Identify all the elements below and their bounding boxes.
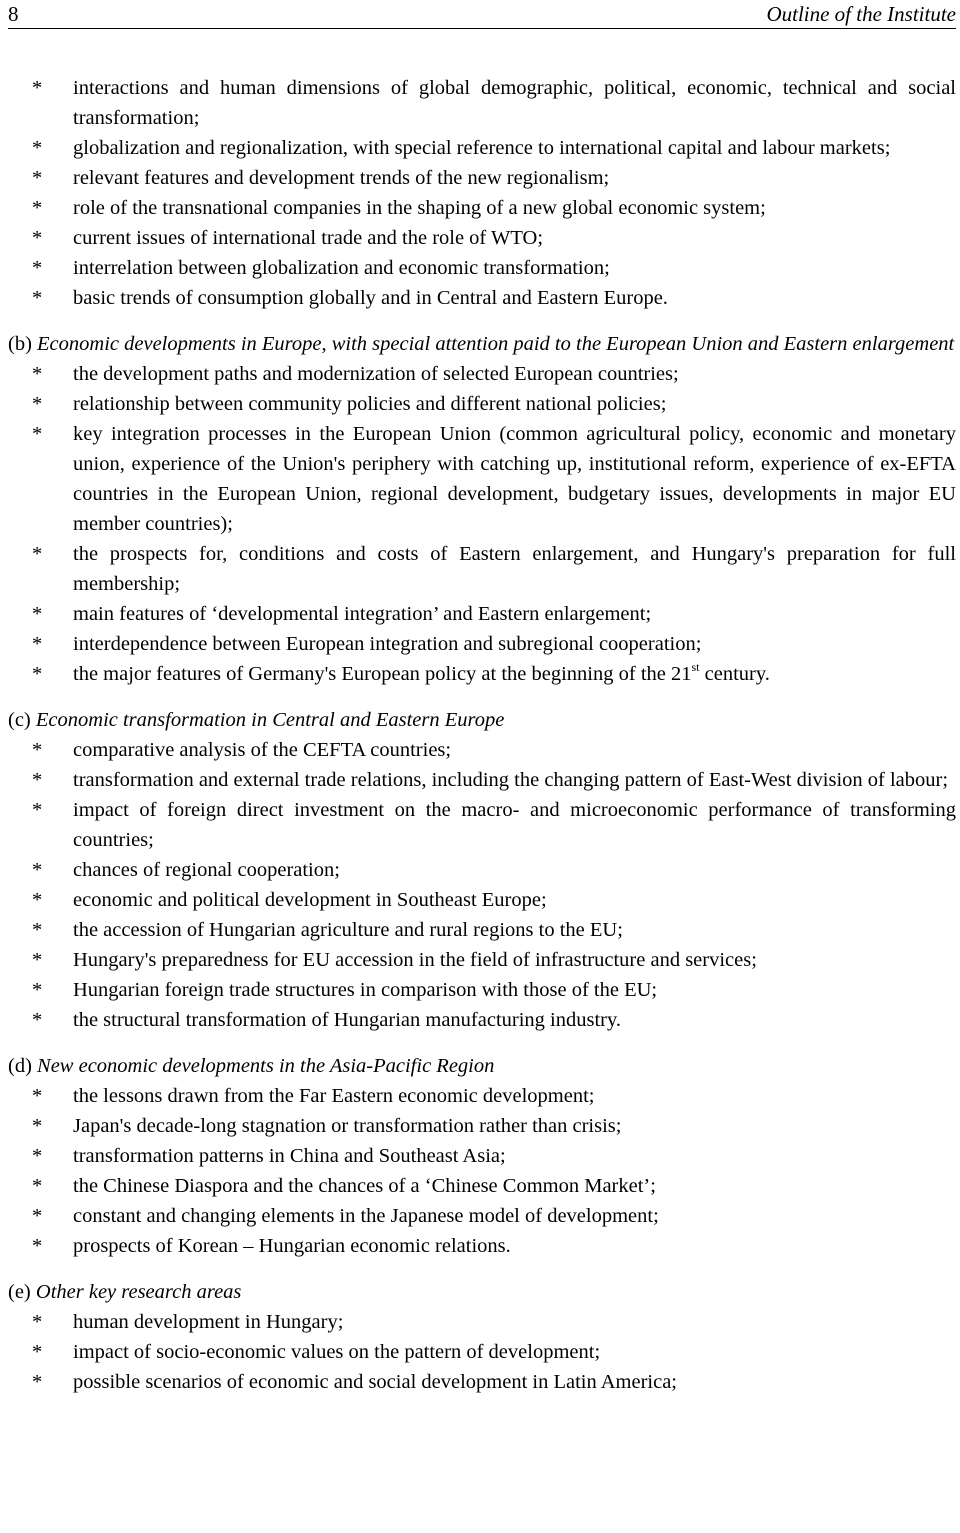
- asterisk-bullet-icon: *: [32, 227, 43, 249]
- section-label: (d): [8, 1055, 32, 1077]
- list-item: [8, 133, 956, 163]
- item-text: Hungary's preparedness for EU accession in the field of infrastructure and services;: [73, 949, 757, 971]
- intro-list: [8, 73, 956, 313]
- list-item: [8, 1307, 956, 1337]
- page-number: 8: [8, 2, 19, 26]
- ordinal-suffix: st: [691, 660, 700, 674]
- asterisk-bullet-icon: *: [32, 1145, 43, 1167]
- item-text: impact of foreign direct investment on the macro- and microeconomic performance of transforming countries;: [73, 799, 956, 851]
- item-text: the lessons drawn from the Far Eastern economic development;: [73, 1085, 595, 1107]
- section-e: [8, 1277, 956, 1397]
- list-item: [8, 629, 956, 659]
- list-item: [8, 1367, 956, 1397]
- item-text: interrelation between globalization and economic transformation;: [73, 257, 610, 279]
- list-item: [8, 765, 956, 795]
- list-item: [8, 599, 956, 629]
- asterisk-bullet-icon: *: [32, 603, 43, 625]
- asterisk-bullet-icon: *: [32, 137, 43, 159]
- item-text: relationship between community policies and different national policies;: [73, 393, 667, 415]
- asterisk-bullet-icon: *: [32, 167, 43, 189]
- section-label: (c): [8, 709, 31, 731]
- list-item: [8, 915, 956, 945]
- asterisk-bullet-icon: *: [32, 1311, 43, 1333]
- list-item: [8, 659, 956, 689]
- item-text: main features of ‘developmental integration’ and Eastern enlargement;: [73, 603, 652, 625]
- item-text: transformation and external trade relations, including the changing pattern of East-West division of labour;: [73, 769, 949, 791]
- section-title: Economic developments in Europe, with special attention paid to the European Union and Eastern enlargement: [37, 333, 955, 355]
- list-item: [8, 419, 956, 539]
- asterisk-bullet-icon: *: [32, 363, 43, 385]
- item-text: impact of socio-economic values on the pattern of development;: [73, 1341, 601, 1363]
- page-content: [8, 73, 956, 1397]
- asterisk-bullet-icon: *: [32, 663, 43, 685]
- section-d: [8, 1051, 956, 1261]
- section-title: Economic transformation in Central and Eastern Europe: [35, 709, 505, 731]
- section-list: [8, 1081, 956, 1261]
- section-heading: [8, 1051, 956, 1081]
- item-text: constant and changing elements in the Japanese model of development;: [73, 1205, 659, 1227]
- list-item: [8, 1201, 956, 1231]
- item-text: the structural transformation of Hungarian manufacturing industry.: [73, 1009, 622, 1031]
- section-label: (b): [8, 333, 32, 355]
- asterisk-bullet-icon: *: [32, 633, 43, 655]
- item-text: human development in Hungary;: [73, 1311, 344, 1333]
- section-c: [8, 705, 956, 1035]
- list-item: [8, 1141, 956, 1171]
- list-item: [8, 359, 956, 389]
- asterisk-bullet-icon: *: [32, 1085, 43, 1107]
- list-item: [8, 1171, 956, 1201]
- list-item: [8, 1005, 956, 1035]
- item-text: prospects of Korean – Hungarian economic relations.: [73, 1235, 511, 1257]
- item-text: transformation patterns in China and Southeast Asia;: [73, 1145, 506, 1167]
- asterisk-bullet-icon: *: [32, 1175, 43, 1197]
- item-text: the prospects for, conditions and costs of Eastern enlargement, and Hungary's preparation for full membership;: [73, 543, 956, 595]
- list-item: [8, 223, 956, 253]
- item-text: interdependence between European integration and subregional cooperation;: [73, 633, 702, 655]
- list-item: [8, 389, 956, 419]
- item-text: possible scenarios of economic and social development in Latin America;: [73, 1371, 677, 1393]
- section-list: [8, 359, 956, 689]
- asterisk-bullet-icon: *: [32, 77, 43, 99]
- asterisk-bullet-icon: *: [32, 799, 43, 821]
- section-b: [8, 329, 956, 689]
- asterisk-bullet-icon: *: [32, 197, 43, 219]
- list-item: [8, 885, 956, 915]
- section-title: Other key research areas: [35, 1281, 242, 1303]
- item-text: role of the transnational companies in the shaping of a new global economic system;: [73, 197, 766, 219]
- asterisk-bullet-icon: *: [32, 543, 43, 565]
- item-text: key integration processes in the European Union (common agricultural policy, economic and monetary union, experience of the Union's periphery with catching up, institutional reform, experience of ex-EFTA countries in the European Union, regional development, budgetary issues, developments in major EU member countries);: [73, 423, 956, 535]
- running-title: Outline of the Institute: [766, 2, 956, 26]
- item-text: the accession of Hungarian agriculture and rural regions to the EU;: [73, 919, 623, 941]
- asterisk-bullet-icon: *: [32, 393, 43, 415]
- item-text: the major features of Germany's European policy at the beginning of the 21: [73, 663, 692, 685]
- list-item: [8, 735, 956, 765]
- list-item: [8, 283, 956, 313]
- list-item: [8, 163, 956, 193]
- section-label: (e): [8, 1281, 31, 1303]
- asterisk-bullet-icon: *: [32, 287, 43, 309]
- list-item: [8, 855, 956, 885]
- item-text: the Chinese Diaspora and the chances of a ‘Chinese Common Market’;: [73, 1175, 656, 1197]
- section-list: [8, 735, 956, 1035]
- asterisk-bullet-icon: *: [32, 1371, 43, 1393]
- item-text: economic and political development in Southeast Europe;: [73, 889, 547, 911]
- list-item: [8, 1231, 956, 1261]
- item-text: basic trends of consumption globally and in Central and Eastern Europe.: [73, 287, 668, 309]
- list-item: [8, 1337, 956, 1367]
- item-text: chances of regional cooperation;: [73, 859, 340, 881]
- asterisk-bullet-icon: *: [32, 1115, 43, 1137]
- asterisk-bullet-icon: *: [32, 1235, 43, 1257]
- item-text: comparative analysis of the CEFTA countries;: [73, 739, 452, 761]
- asterisk-bullet-icon: *: [32, 1205, 43, 1227]
- list-item: [8, 795, 956, 855]
- section-heading: [8, 1277, 956, 1307]
- item-text: Hungarian foreign trade structures in comparison with those of the EU;: [73, 979, 658, 1001]
- asterisk-bullet-icon: *: [32, 739, 43, 761]
- asterisk-bullet-icon: *: [32, 1009, 43, 1031]
- list-item: [8, 975, 956, 1005]
- item-text: Japan's decade-long stagnation or transformation rather than crisis;: [73, 1115, 622, 1137]
- asterisk-bullet-icon: *: [32, 1341, 43, 1363]
- list-item: [8, 73, 956, 133]
- asterisk-bullet-icon: *: [32, 949, 43, 971]
- list-item: [8, 539, 956, 599]
- asterisk-bullet-icon: *: [32, 979, 43, 1001]
- item-text-end: century.: [699, 663, 770, 685]
- section-list: [8, 1307, 956, 1397]
- page-header: [8, 0, 956, 29]
- list-item: [8, 193, 956, 223]
- item-text: globalization and regionalization, with special reference to international capital and labour markets;: [73, 137, 891, 159]
- asterisk-bullet-icon: *: [32, 423, 43, 445]
- list-item: [8, 1081, 956, 1111]
- asterisk-bullet-icon: *: [32, 889, 43, 911]
- item-text: the development paths and modernization of selected European countries;: [73, 363, 679, 385]
- section-heading: [8, 705, 956, 735]
- asterisk-bullet-icon: *: [32, 769, 43, 791]
- item-text: relevant features and development trends of the new regionalism;: [73, 167, 610, 189]
- asterisk-bullet-icon: *: [32, 919, 43, 941]
- list-item: [8, 945, 956, 975]
- item-text: current issues of international trade and the role of WTO;: [73, 227, 544, 249]
- section-heading: [8, 329, 956, 359]
- asterisk-bullet-icon: *: [32, 257, 43, 279]
- list-item: [8, 1111, 956, 1141]
- list-item: [8, 253, 956, 283]
- item-text: interactions and human dimensions of global demographic, political, economic, technical and social transformation;: [73, 77, 956, 129]
- asterisk-bullet-icon: *: [32, 859, 43, 881]
- section-title: New economic developments in the Asia-Pacific Region: [37, 1055, 495, 1077]
